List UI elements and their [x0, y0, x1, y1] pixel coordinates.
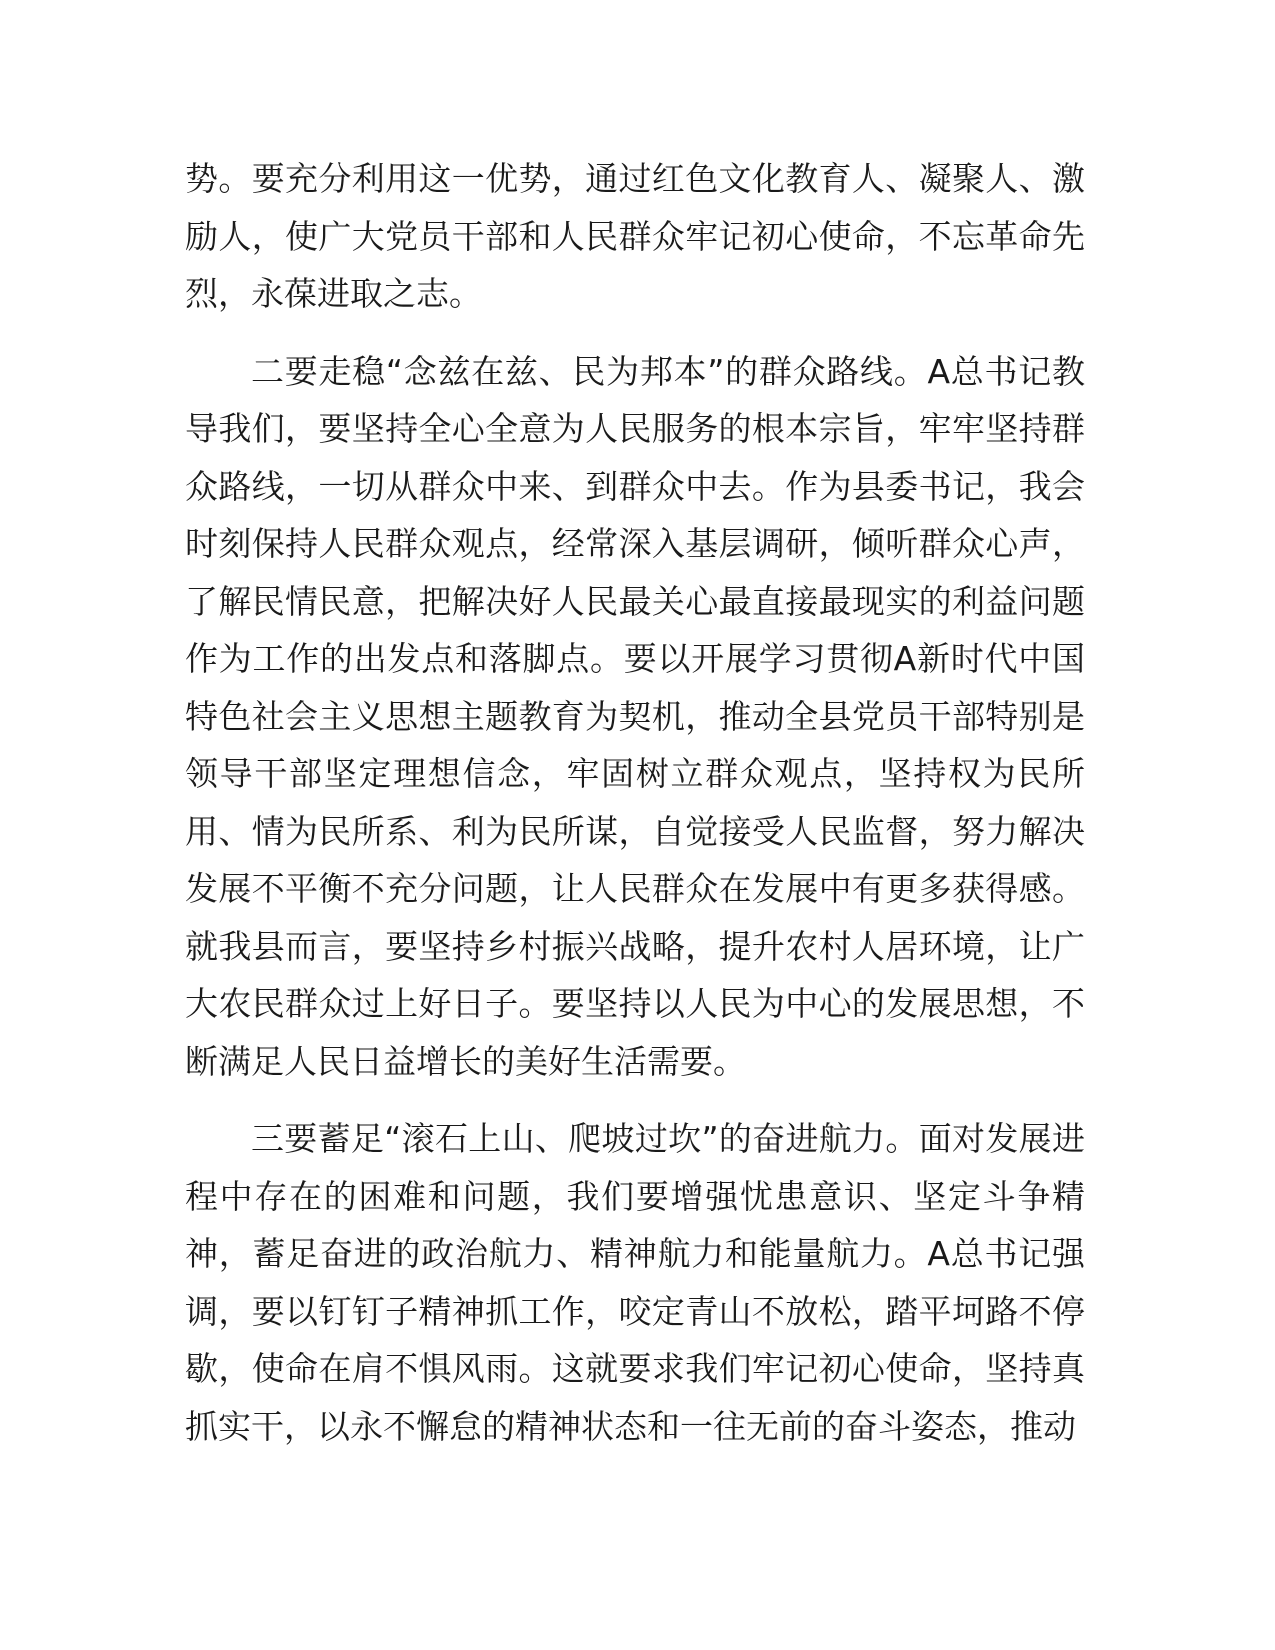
paragraph-3: 三要蓄足“滚石上山、爬坡过坎”的奋进航力。面对发展进程中存在的困难和问题，我们要增强忧患意识、坚定斗争精神，蓄足奋进的政治航力、精神航力和能量航力。A总书记强调，要以钉钉子精神抓工作，咬定青山不放松，踏平坷路不停歇，使命在肩不惧风雨。这就要求我们牢记初心使命，坚持真抓实干，以永不懈怠的精神状态和一往无前的奋斗姿态，推动 [185, 1119, 1085, 1446]
paragraph-1: 势。要充分利用这一优势，通过红色文化教育人、凝聚人、激励人，使广大党员干部和人民群众牢记初心使命，不忘革命先烈，永葆进取之志。 [185, 159, 1085, 313]
paragraph-2: 二要走稳“念兹在兹、民为邦本”的群众路线。A总书记教导我们，要坚持全心全意为人民服务的根本宗旨，牢牢坚持群众路线，一切从群众中来、到群众中去。作为县委书记，我会时刻保持人民群众观点，经常深入基层调研，倾听群众心声，了解民情民意，把解决好人民最关心最直接最现实的利益问题作为工作的出发点和落脚点。要以开展学习贯彻A新时代中国特色社会主义思想主题教育为契机，推动全县党员干部特别是领导干部坚定理想信念，牢固树立群众观点，坚持权为民所用、情为民所系、利为民所谋，自觉接受人民监督，努力解决发展不平衡不充分问题，让人民群众在发展中有更多获得感。就我县而言，要坚持乡村振兴战略，提升农村人居环境，让广大农民群众过上好日子。要坚持以人民为中心的发展思想，不断满足人民日益增长的美好生活需要。 [185, 351, 1085, 1081]
body-text [185, 150, 1085, 1475]
